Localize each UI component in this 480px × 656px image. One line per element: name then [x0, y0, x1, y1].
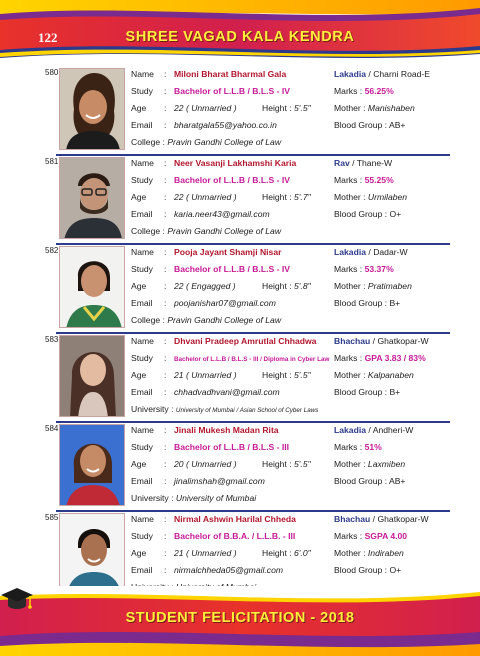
mother-label: Mother	[334, 103, 361, 113]
serial-number: 581	[45, 157, 59, 166]
institution-value: University of Mumbai / Asian School of Cyber Laws	[175, 407, 319, 414]
age-label: Age	[131, 192, 147, 202]
age-value: 22 ( Unmarried )	[174, 192, 237, 202]
institution-value: Pravin Gandhi College of Law	[167, 226, 282, 236]
serial-number: 585	[45, 513, 59, 522]
height-value: 6'.0"	[294, 548, 311, 558]
institution-label: College	[131, 315, 161, 325]
blood-group-label: Blood Group	[334, 209, 383, 219]
study-label: Study	[131, 442, 153, 452]
email-value: chhadvadhvani@gmail.com	[174, 387, 280, 397]
email-label: Email	[131, 387, 153, 397]
age-value: 21 ( Unmarried )	[174, 370, 237, 380]
mother-label: Mother	[334, 192, 361, 202]
email-label: Email	[131, 476, 153, 486]
blood-group-label: Blood Group	[334, 565, 383, 575]
study-label: Study	[131, 531, 153, 541]
residence-location: Ghatkopar-W	[377, 336, 429, 346]
portrait-image	[60, 514, 125, 595]
study-label: Study	[131, 175, 153, 185]
height-value: 5'.5"	[294, 103, 311, 113]
student-name: Dhvani Pradeep Amrutlal Chhadwa	[174, 336, 317, 346]
blood-group-label: Blood Group	[334, 476, 383, 486]
mother-name: Kalpanaben	[367, 370, 414, 380]
age-label: Age	[131, 548, 147, 558]
age-value: 20 ( Unmarried )	[174, 459, 237, 469]
height-label: Height	[262, 459, 287, 469]
height-label: Height	[262, 281, 287, 291]
native-place: Lakadia	[334, 247, 367, 257]
student-photo	[59, 68, 125, 150]
footer-title: STUDENT FELICITATION - 2018	[125, 610, 355, 626]
blood-group-label: Blood Group	[334, 120, 383, 130]
residence-location: Thane-W	[356, 158, 393, 168]
name-label: Name	[131, 336, 154, 346]
study-course: Bachelor of L.L.B / B.L.S - III / Diploma in Cyber Law	[174, 356, 330, 363]
blood-group-label: Blood Group	[334, 387, 383, 397]
marks-value: SGPA 4.00	[364, 531, 408, 541]
student-photo	[59, 513, 125, 595]
blood-group-value: B+	[389, 387, 401, 397]
height-value: 5'.5"	[294, 459, 311, 469]
portrait-image	[60, 425, 125, 506]
study-course: Bachelor of L.L.B / B.L.S - IV	[174, 86, 291, 96]
residence-location: Dadar-W	[373, 247, 408, 257]
institution-value: Pravin Gandhi College of Law	[167, 315, 282, 325]
email-value: poojanishar07@gmail.com	[174, 298, 276, 308]
student-photo	[59, 424, 125, 506]
study-label: Study	[131, 86, 153, 96]
native-place: Bhachau	[334, 336, 371, 346]
student-name: Pooja Jayant Shamji Nisar	[174, 247, 282, 257]
student-name: Nirmal Ashwin Harilal Chheda	[174, 514, 296, 524]
study-course: Bachelor of L.L.B / B.L.S - IV	[174, 175, 291, 185]
study-label: Study	[131, 264, 153, 274]
mother-name: Indiraben	[367, 548, 404, 558]
name-label: Name	[131, 514, 154, 524]
serial-number: 582	[45, 246, 59, 255]
header-banner	[0, 0, 480, 58]
study-course: Bachelor of L.L.B / B.L.S - IV	[174, 264, 291, 274]
email-label: Email	[131, 565, 153, 575]
mother-name: Laxmiben	[367, 459, 406, 469]
mother-label: Mother	[334, 370, 361, 380]
marks-label: Marks	[334, 442, 358, 452]
marks-label: Marks	[334, 353, 358, 363]
student-photo	[59, 246, 125, 328]
name-label: Name	[131, 247, 154, 257]
name-label: Name	[131, 158, 154, 168]
study-label: Study	[131, 353, 153, 363]
age-value: 21 ( Unmarried )	[174, 548, 237, 558]
residence-location: Andheri-W	[372, 425, 414, 435]
blood-group-value: O+	[389, 209, 402, 219]
email-label: Email	[131, 120, 153, 130]
height-label: Height	[262, 370, 287, 380]
serial-number: 580	[45, 68, 59, 77]
marks-label: Marks	[334, 175, 358, 185]
portrait-image	[60, 158, 125, 239]
name-label: Name	[131, 425, 154, 435]
marks-label: Marks	[334, 86, 358, 96]
email-label: Email	[131, 209, 153, 219]
serial-number: 583	[45, 335, 59, 344]
portrait-image	[60, 69, 125, 150]
institution-label: College	[131, 137, 161, 147]
blood-group-label: Blood Group	[334, 298, 383, 308]
institution-label: College	[131, 226, 161, 236]
native-place: Bhachau	[334, 514, 371, 524]
mother-label: Mother	[334, 459, 361, 469]
email-value: karia.neer43@gmail.com	[174, 209, 270, 219]
mother-label: Mother	[334, 281, 361, 291]
blood-group-value: B+	[389, 298, 401, 308]
student-photo	[59, 157, 125, 239]
portrait-image	[60, 247, 125, 328]
footer-banner	[0, 586, 480, 656]
student-entry: 582 Name : Pooja Jayant Shamji Nisar Study : Bachelor of L.L.B / B.L.S - IV Age : 22 ( Engagged ) Height : 5'.8" Email : poojanishar07@gmail.com College : Pravin Gandhi College of Law Lakadia / Dadar-W Marks : 53.37% Mother : Pratimaben Blood Group : B+	[0, 244, 480, 333]
student-entry: 584 Name : Jinali Mukesh Madan Rita Study : Bachelor of L.L.B / B.L.S - III Age : 20 ( Unmarried ) Height : 5'.5" Email : jinalimshah@gmail.com University : University of Mumbai Lakadia / Andheri-W Marks : 51% Mother : Laxmiben Blood Group : AB+	[0, 422, 480, 511]
marks-value: 56.25%	[364, 86, 394, 96]
graduation-cap-icon	[0, 586, 34, 612]
email-value: jinalimshah@gmail.com	[174, 476, 265, 486]
student-entry: 580 Name : Miloni Bharat Bharmal Gala Study : Bachelor of L.L.B / B.L.S - IV Age : 22 ( Unmarried ) Height : 5'.5" Email : bharatgala55@yahoo.co.in College : Pravin Gandhi College of Law Lakadia / Charni Road-E Marks : 56.25% Mother : Manishaben Blood Group : AB+	[0, 66, 480, 155]
email-value: nirmalchheda05@gmail.com	[174, 565, 284, 575]
marks-label: Marks	[334, 264, 358, 274]
name-label: Name	[131, 69, 154, 79]
mother-name: Manishaben	[367, 103, 415, 113]
student-name: Jinali Mukesh Madan Rita	[174, 425, 279, 435]
email-value: bharatgala55@yahoo.co.in	[174, 120, 277, 130]
height-value: 5'.7"	[294, 192, 311, 202]
mother-label: Mother	[334, 548, 361, 558]
student-entry: 581 Name : Neer Vasanji Lakhamshi Karia Study : Bachelor of L.L.B / B.L.S - IV Age : 22 ( Unmarried ) Height : 5'.7" Email : karia.neer43@gmail.com College : Pravin Gandhi College of Law Rav / Thane-W Marks : 55.25% Mother : Urmilaben Blood Group : O+	[0, 155, 480, 244]
blood-group-value: AB+	[388, 120, 406, 130]
height-value: 5'.5"	[294, 370, 311, 380]
email-label: Email	[131, 298, 153, 308]
age-label: Age	[131, 281, 147, 291]
marks-value: 53.37%	[364, 264, 394, 274]
age-label: Age	[131, 103, 147, 113]
header-title: SHREE VAGAD KALA KENDRA	[125, 29, 355, 45]
portrait-image	[60, 336, 125, 417]
marks-value: 51%	[364, 442, 382, 452]
student-entry: 585 Name : Nirmal Ashwin Harilal Chheda Study : Bachelor of B.B.A. / L.L.B. - III Age : 21 ( Unmarried ) Height : 6'.0" Email : nirmalchheda05@gmail.com Bhachau / Ghatkopar-W Marks : SGPA 4.00 Mother : Indiraben Blood Group : O+	[0, 511, 480, 600]
student-photo	[59, 335, 125, 417]
page-number: 122	[38, 30, 58, 45]
student-name: Neer Vasanji Lakhamshi Karia	[174, 158, 297, 168]
native-place: Rav	[334, 158, 350, 168]
student-entry: 583 Name : Dhvani Pradeep Amrutlal Chhadwa Study : Bachelor of L.L.B / B.L.S - III / Diploma in Cyber Law Age : 21 ( Unmarried ) Height : 5'.5" Email : chhadvadhvani@gmail.com University : University of Mumbai / Asian School of Cyber Laws Bhachau / Ghatkopar-W Marks : GPA 3.83 / 83% Mother : Kalpanaben Blood Group : B+	[0, 333, 480, 422]
marks-value: 55.25%	[364, 175, 394, 185]
study-course: Bachelor of B.B.A. / L.L.B. - III	[174, 531, 296, 541]
institution-label: University	[131, 404, 169, 414]
institution-value: University of Mumbai	[175, 493, 257, 503]
residence-location: Charni Road-E	[373, 69, 431, 79]
height-label: Height	[262, 103, 287, 113]
mother-name: Urmilaben	[367, 192, 408, 202]
age-label: Age	[131, 370, 147, 380]
age-label: Age	[131, 459, 147, 469]
age-value: 22 ( Unmarried )	[174, 103, 237, 113]
native-place: Lakadia	[334, 425, 367, 435]
blood-group-value: O+	[389, 565, 402, 575]
study-course: Bachelor of L.L.B / B.L.S - III	[174, 442, 290, 452]
residence-location: Ghatkopar-W	[377, 514, 429, 524]
native-place: Lakadia	[334, 69, 367, 79]
marks-value: GPA 3.83 / 83%	[364, 353, 426, 363]
height-label: Height	[262, 548, 287, 558]
blood-group-value: AB+	[388, 476, 406, 486]
institution-label: University	[131, 493, 169, 503]
student-name: Miloni Bharat Bharmal Gala	[174, 69, 287, 79]
height-label: Height	[262, 192, 287, 202]
mother-name: Pratimaben	[367, 281, 412, 291]
serial-number: 584	[45, 424, 59, 433]
height-value: 5'.8"	[294, 281, 311, 291]
institution-value: Pravin Gandhi College of Law	[167, 137, 282, 147]
marks-label: Marks	[334, 531, 358, 541]
age-value: 22 ( Engagged )	[174, 281, 236, 291]
